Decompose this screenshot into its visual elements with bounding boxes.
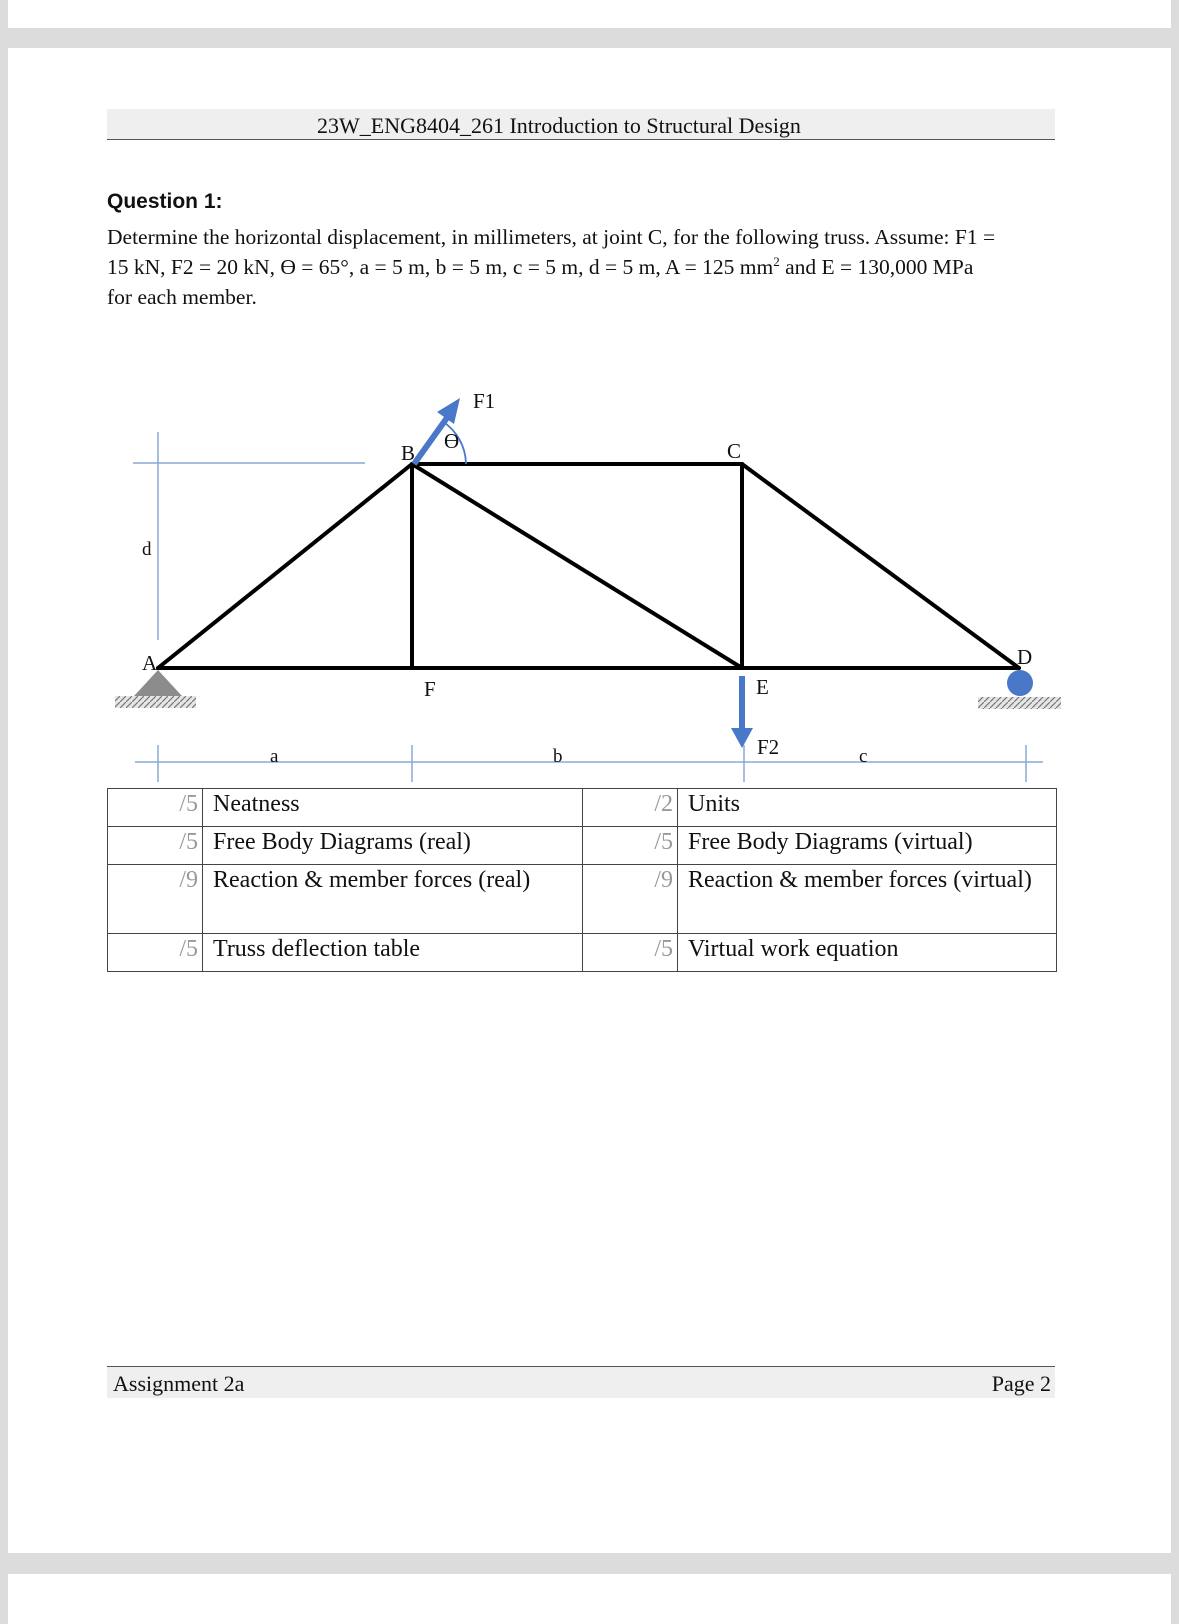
question-line-2-tail: and E = 130,000 MPa <box>779 255 974 279</box>
page-footer <box>107 1366 1055 1398</box>
rubric-item: Free Body Diagrams (real) <box>203 827 583 865</box>
rubric-score: /5 <box>108 789 203 827</box>
rubric-score: /9 <box>583 865 678 934</box>
rubric-item: Free Body Diagrams (virtual) <box>678 827 1057 865</box>
roller-support-D <box>1007 670 1033 696</box>
rubric-score: /5 <box>108 827 203 865</box>
member-AB <box>158 464 412 668</box>
rubric-score: /5 <box>583 827 678 865</box>
force-label-F2: F2 <box>757 735 780 759</box>
course-title: 23W_ENG8404_261 Introduction to Structural Design <box>317 113 801 138</box>
rubric-item: Reaction & member forces (real) <box>203 865 583 934</box>
dim-label-d: d <box>142 539 152 560</box>
rubric-item: Units <box>678 789 1057 827</box>
next-page-edge <box>8 1574 1171 1624</box>
page-number: Page 2 <box>991 1371 1051 1396</box>
rubric-row <box>108 934 1057 972</box>
joint-label-A: A <box>142 651 158 675</box>
dim-label-b: b <box>553 746 563 767</box>
rubric-row <box>108 789 1057 827</box>
rubric-row <box>108 827 1057 865</box>
rubric-item: Virtual work equation <box>678 934 1057 972</box>
rubric-row <box>108 865 1057 934</box>
rubric-item: Reaction & member forces (virtual) <box>678 865 1057 934</box>
joint-label-E: E <box>756 675 769 699</box>
joint-label-C: C <box>727 439 742 463</box>
force-F2-arrowhead <box>731 728 753 748</box>
angle-label-theta: ϴ <box>444 429 460 453</box>
question-line-2-main: 15 kN, F2 = 20 kN, ϴ = 65°, a = 5 m, b = 5 m, c = 5 m, d = 5 m, A = 125 mm <box>107 255 774 279</box>
rubric-score: /2 <box>583 789 678 827</box>
joint-label-D: D <box>1017 645 1033 669</box>
member-CD <box>742 464 1019 668</box>
area-unit-exponent: 2 <box>773 253 780 269</box>
joint-label-B: B <box>401 441 416 465</box>
dim-label-c: c <box>859 746 868 767</box>
support-D-ground <box>978 697 1061 709</box>
rubric-item: Neatness <box>203 789 583 827</box>
force-F1-arrowhead <box>437 398 460 424</box>
rubric-item: Truss deflection table <box>203 934 583 972</box>
dim-label-a: a <box>270 746 279 767</box>
truss-diagram <box>0 0 1179 800</box>
assignment-name: Assignment 2a <box>113 1371 245 1396</box>
question-line-1: Determine the horizontal displacement, in millimeters, at joint C, for the following truss. Assume: F1 = <box>107 225 996 249</box>
rubric-score: /9 <box>108 865 203 934</box>
question-line-3: for each member. <box>107 285 257 309</box>
force-label-F1: F1 <box>473 389 496 413</box>
rubric-score: /5 <box>583 934 678 972</box>
joint-label-F: F <box>424 677 436 701</box>
rubric-score: /5 <box>108 934 203 972</box>
member-BE <box>412 464 742 668</box>
support-A-ground <box>115 696 196 708</box>
question-title: Question 1: <box>107 190 223 213</box>
grading-rubric-table <box>107 788 1057 972</box>
